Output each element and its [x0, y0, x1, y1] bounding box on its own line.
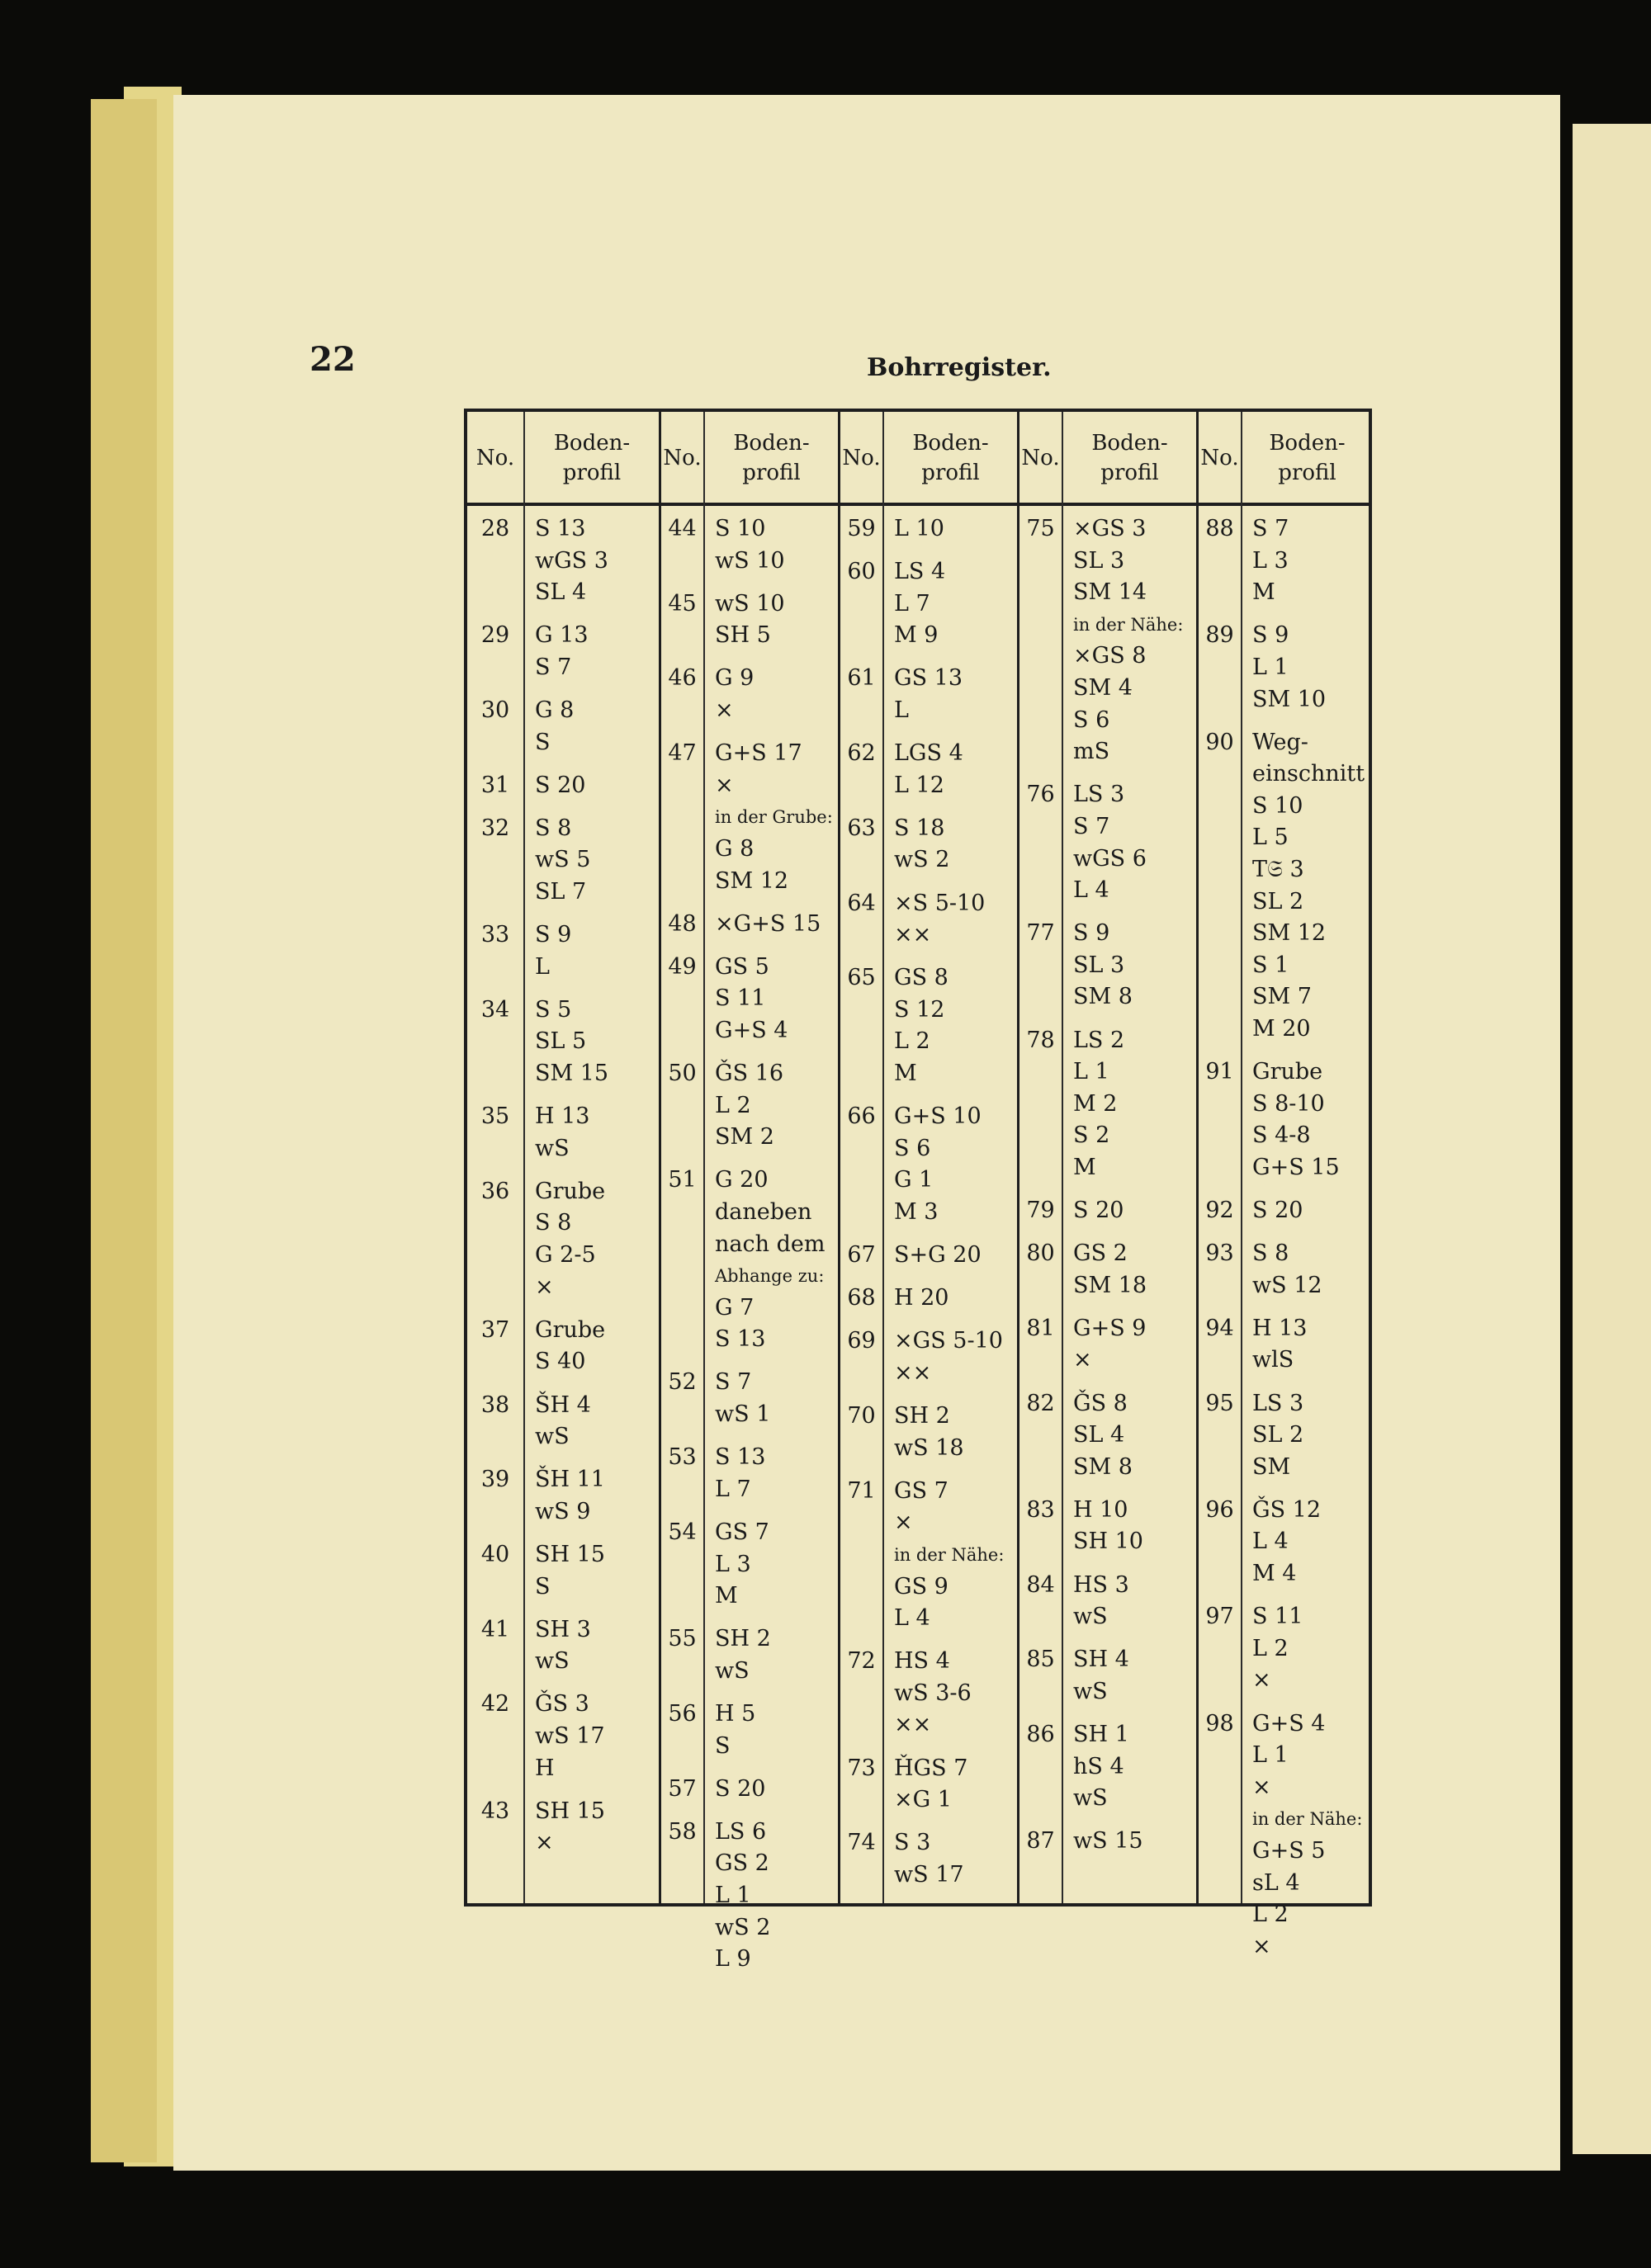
profile-line: SH 1 [1073, 1722, 1129, 1747]
entry-number: 70 [847, 1403, 876, 1429]
group-rule [659, 412, 661, 1903]
page-edges-outer [91, 99, 157, 2162]
entry-number: 41 [480, 1616, 510, 1642]
entry-number: 82 [1026, 1390, 1055, 1416]
profile-line: GS 8 [894, 965, 948, 991]
profile-line: × [715, 772, 734, 798]
entry-number: 44 [668, 516, 697, 541]
profile-line: LS 2 [1073, 1027, 1125, 1053]
profile-line: S 5 [535, 996, 572, 1023]
profile-line: SH 3 [535, 1616, 591, 1642]
entry-number: 28 [480, 516, 510, 541]
entry-number: 47 [668, 740, 697, 767]
entry-number: 42 [480, 1691, 510, 1718]
profile-line: ×G+S 15 [715, 910, 821, 937]
profile-line: G+S 17 [715, 740, 802, 767]
entry-number: 53 [668, 1444, 697, 1471]
profile-line: M [1252, 579, 1275, 606]
profile-line: wS 12 [1252, 1272, 1322, 1298]
profile-line: S 8 [1252, 1240, 1289, 1267]
page-number: 22 [310, 340, 356, 379]
profile-line: hS 4 [1073, 1753, 1124, 1779]
profile-line: H 10 [1073, 1496, 1128, 1523]
profile-line: LS 3 [1252, 1390, 1304, 1416]
profile-line: L 7 [715, 1476, 751, 1502]
profile-line: M 9 [894, 622, 939, 649]
entry-number: 48 [668, 910, 697, 937]
profile-line: × [1252, 1667, 1271, 1694]
entry-number: 60 [847, 559, 876, 585]
profile-line: SM 7 [1252, 984, 1312, 1010]
entry-number: 85 [1026, 1647, 1055, 1673]
profile-line: H 5 [715, 1700, 756, 1727]
profile-line: SH 10 [1073, 1529, 1143, 1555]
profile-line: L [535, 953, 550, 980]
profile-line: ȞGS 7 [894, 1755, 968, 1781]
profile-line: H 13 [1252, 1315, 1308, 1341]
facing-page-edge [1573, 124, 1651, 2154]
profile-line: S 7 [1252, 516, 1289, 541]
profile-line: ×× [894, 1359, 932, 1386]
profile-line: S 12 [894, 996, 945, 1023]
profile-line: S 20 [1252, 1198, 1303, 1224]
profile-line: SH 15 [535, 1541, 605, 1567]
entry-number: 59 [847, 516, 876, 541]
profile-line: einschnitt [1252, 761, 1365, 787]
entry-number: 93 [1205, 1240, 1234, 1267]
column-rule [1241, 412, 1242, 1903]
entry-number: 52 [668, 1369, 697, 1396]
profile-line: G 8 [715, 835, 755, 862]
bohrregister-table [464, 409, 1372, 1973]
profile-line: ǦS 3 [535, 1691, 589, 1718]
entry-number: 77 [1026, 920, 1055, 947]
profile-line: SL 2 [1252, 1422, 1304, 1448]
profile-line: SL 4 [1073, 1422, 1125, 1448]
profile-line: L 1 [1252, 1742, 1289, 1769]
profile-line: SM 12 [715, 867, 789, 894]
profile-line: SM 18 [1073, 1272, 1147, 1298]
profile-line: Grube [1252, 1059, 1323, 1085]
profile-line: S 13 [715, 1444, 766, 1471]
column-rule [882, 412, 884, 1903]
profile-line: S 8 [535, 1210, 572, 1236]
entry-number: 73 [847, 1755, 876, 1781]
profile-line: S 9 [535, 922, 572, 948]
profile-line: L 7 [894, 590, 930, 617]
profile-line: M [1073, 1154, 1096, 1180]
entry-number: 69 [847, 1328, 876, 1354]
entry-number: 79 [1026, 1198, 1055, 1224]
profile-line: S 10 [715, 516, 766, 541]
entry-number: 29 [480, 622, 510, 649]
entry-number: 74 [847, 1830, 876, 1856]
profile-line: S [535, 1573, 551, 1599]
profile-line: L 2 [1252, 1902, 1289, 1928]
profile-line: × [715, 697, 734, 724]
header-no: No. [1200, 445, 1239, 470]
entry-number: 81 [1026, 1315, 1055, 1341]
profile-line: × [535, 1830, 554, 1856]
entry-number: 72 [847, 1648, 876, 1675]
profile-line: ×GS 8 [1073, 643, 1147, 669]
entry-number: 71 [847, 1477, 876, 1504]
entry-number: 40 [480, 1541, 510, 1567]
profile-line: wS 10 [715, 590, 785, 617]
profile-line: wS 1 [715, 1401, 771, 1428]
profile-line: S 7 [715, 1369, 752, 1396]
profile-line: S 20 [1073, 1198, 1124, 1224]
entry-number: 75 [1026, 516, 1055, 541]
profile-line: G+S 15 [1252, 1154, 1340, 1180]
entry-number: 37 [480, 1316, 510, 1343]
profile-line: ×GS 5-10 [894, 1328, 1003, 1354]
profile-line: ×× [894, 1712, 932, 1738]
entry-number: 54 [668, 1519, 697, 1545]
profile-line: L 1 [715, 1882, 751, 1908]
entry-number: 62 [847, 740, 876, 767]
header-no: No. [475, 445, 515, 470]
entry-number: 89 [1205, 622, 1234, 649]
entry-number: 66 [847, 1103, 876, 1130]
profile-line: GS 13 [894, 665, 963, 692]
profile-line: G+S 4 [715, 1017, 788, 1043]
profile-line: H 13 [535, 1103, 590, 1130]
profile-line: GS 7 [715, 1519, 769, 1545]
profile-line: L [894, 697, 909, 724]
profile-line: S [535, 729, 551, 755]
profile-line: L 2 [1252, 1635, 1289, 1661]
profile-line: G 9 [715, 665, 755, 692]
profile-line: L 9 [715, 1946, 751, 1973]
profile-line: S 18 [894, 815, 945, 841]
entry-number: 39 [480, 1467, 510, 1493]
entry-number: 94 [1205, 1315, 1234, 1341]
entry-number: 34 [480, 996, 510, 1023]
profile-line: G+S 9 [1073, 1315, 1147, 1341]
profile-line: wlS [1252, 1347, 1294, 1373]
profile-line: SM 2 [715, 1124, 774, 1151]
profile-line: G 20 [715, 1167, 769, 1193]
header-rule [467, 503, 1369, 506]
profile-line: ŠH 4 [535, 1392, 591, 1418]
entry-number: 67 [847, 1242, 876, 1269]
profile-line: ǦS 12 [1252, 1496, 1322, 1523]
entry-number: 65 [847, 965, 876, 991]
entry-number: 35 [480, 1103, 510, 1130]
profile-line: ×G 1 [894, 1787, 952, 1813]
entry-number: 36 [480, 1178, 510, 1204]
profile-line: ŠH 11 [535, 1467, 605, 1493]
profile-line: SH 15 [535, 1798, 605, 1824]
profile-line: M 3 [894, 1198, 939, 1225]
profile-line: sL 4 [1252, 1869, 1300, 1896]
profile-line: wS 9 [535, 1498, 591, 1524]
profile-line: wS [535, 1424, 570, 1450]
profile-line: in der Grube: [715, 807, 833, 828]
profile-line: LS 4 [894, 559, 946, 585]
profile-line: L 4 [894, 1605, 930, 1632]
entry-number: 51 [668, 1167, 697, 1193]
header-bodenprofil: Boden- profil [912, 430, 989, 485]
profile-line: G 2-5 [535, 1242, 596, 1269]
profile-line: S 7 [1073, 813, 1110, 839]
header-no: No. [1021, 445, 1060, 470]
profile-line: G 8 [535, 697, 575, 724]
column-rule [1062, 412, 1063, 1903]
profile-line: × [1073, 1347, 1092, 1373]
profile-line: × [1252, 1933, 1271, 1959]
profile-line: SL 5 [535, 1028, 587, 1055]
entry-number: 63 [847, 815, 876, 841]
profile-line: wGS 3 [535, 547, 608, 574]
profile-line: SL 7 [535, 879, 587, 905]
profile-line: L 1 [1252, 654, 1289, 680]
profile-line: wS 18 [894, 1434, 964, 1461]
profile-line: GS 9 [894, 1573, 948, 1599]
profile-line: S [715, 1732, 731, 1759]
profile-line: S 4-8 [1252, 1122, 1311, 1149]
profile-line: GS 2 [1073, 1240, 1128, 1267]
profile-line: S 9 [1073, 920, 1110, 947]
profile-line: G+S 4 [1252, 1710, 1326, 1736]
entry-number: 68 [847, 1285, 876, 1311]
profile-line: M 4 [1252, 1561, 1297, 1587]
profile-line: SM 8 [1073, 1453, 1133, 1480]
entry-number: 98 [1205, 1710, 1234, 1736]
profile-line: wS [535, 1135, 570, 1161]
profile-line: L 4 [1252, 1529, 1289, 1555]
group-rule [838, 412, 840, 1903]
profile-line: in der Nähe: [1252, 1809, 1363, 1830]
profile-line: L 5 [1252, 825, 1289, 851]
profile-line: LS 3 [1073, 782, 1125, 808]
entry-number: 49 [668, 953, 697, 980]
profile-line: L 2 [715, 1092, 751, 1118]
profile-line: × [535, 1273, 554, 1300]
entry-number: 50 [668, 1061, 697, 1087]
profile-line: wS [535, 1648, 570, 1675]
profile-line: wS 17 [894, 1861, 964, 1888]
header-no: No. [842, 445, 881, 470]
profile-line: S 11 [715, 985, 766, 1012]
entry-number: 30 [480, 697, 510, 724]
entry-number: 57 [668, 1775, 697, 1802]
running-head: Bohrregister. [867, 353, 1052, 382]
entry-number: 61 [847, 665, 876, 692]
profile-line: GS 5 [715, 953, 769, 980]
profile-line: S 10 [1252, 792, 1303, 819]
entry-number: 56 [668, 1700, 697, 1727]
profile-line: SM 10 [1252, 686, 1327, 712]
profile-line: SM [1252, 1453, 1291, 1480]
profile-line: S 11 [1252, 1604, 1303, 1630]
profile-line: × [894, 1510, 913, 1536]
profile-line: S+G 20 [894, 1242, 982, 1269]
profile-line: L 4 [1073, 877, 1109, 904]
profile-line: wS 3-6 [894, 1680, 972, 1706]
profile-line: ǦS 8 [1073, 1390, 1128, 1416]
profile-line: S 13 [715, 1326, 766, 1353]
entry-number: 32 [480, 815, 510, 841]
profile-line: G 1 [894, 1167, 934, 1193]
profile-line: ×× [894, 922, 932, 948]
profile-line: LS 6 [715, 1818, 767, 1845]
profile-line: GS 7 [894, 1477, 948, 1504]
profile-line: wS 10 [715, 547, 785, 574]
profile-line: SL 4 [535, 579, 587, 606]
entry-number: 87 [1026, 1828, 1055, 1855]
profile-line: M 2 [1073, 1090, 1118, 1117]
entry-number: 95 [1205, 1390, 1234, 1416]
profile-line: L 1 [1073, 1059, 1109, 1085]
header-no: No. [663, 445, 702, 470]
profile-line: LGS 4 [894, 740, 963, 767]
profile-line: SH 4 [1073, 1647, 1129, 1673]
profile-line: HS 3 [1073, 1571, 1129, 1598]
profile-line: wS 2 [894, 847, 950, 873]
profile-line: G 7 [715, 1294, 755, 1321]
profile-line: wS [1073, 1604, 1108, 1630]
entry-number: 38 [480, 1392, 510, 1418]
profile-line: wS [715, 1657, 750, 1684]
header-bodenprofil: Boden- profil [1269, 430, 1346, 485]
profile-line: SM 12 [1252, 920, 1327, 947]
entry-number: 88 [1205, 516, 1234, 541]
profile-line: SH 2 [715, 1626, 771, 1652]
profile-line: S 8 [535, 815, 572, 841]
profile-line: nach dem [715, 1231, 826, 1257]
profile-line: T𝔖 3 [1252, 857, 1304, 883]
profile-line: SH 2 [894, 1403, 950, 1429]
profile-line: M [894, 1061, 917, 1087]
profile-line: S 20 [715, 1775, 766, 1802]
entry-number: 46 [668, 665, 697, 692]
column-rule [523, 412, 525, 1903]
profile-line: S 2 [1073, 1122, 1110, 1149]
profile-line: wS 5 [535, 847, 591, 873]
profile-line: M [715, 1583, 738, 1609]
profile-line: M 20 [1252, 1016, 1311, 1042]
entry-number: 97 [1205, 1604, 1234, 1630]
profile-line: SM 14 [1073, 579, 1147, 606]
profile-line: S 1 [1252, 952, 1289, 978]
profile-line: L 12 [894, 772, 944, 798]
profile-line: S 13 [535, 516, 586, 541]
profile-line: daneben [715, 1198, 812, 1225]
profile-line: S 40 [535, 1349, 586, 1375]
profile-line: SM 4 [1073, 675, 1133, 701]
entry-number: 78 [1026, 1027, 1055, 1053]
header-bodenprofil: Boden- profil [553, 430, 631, 485]
entry-number: 55 [668, 1626, 697, 1652]
column-rule [703, 412, 705, 1903]
entry-number: 80 [1026, 1240, 1055, 1267]
entry-number: 58 [668, 1818, 697, 1845]
header-bodenprofil: Boden- profil [1091, 430, 1168, 485]
profile-line: mS [1073, 739, 1110, 765]
profile-line: Abhange zu: [715, 1266, 825, 1287]
profile-line: S 6 [894, 1135, 931, 1161]
header-bodenprofil: Boden- profil [733, 430, 810, 485]
profile-line: × [1252, 1774, 1271, 1800]
profile-line: S 7 [535, 654, 572, 680]
profile-line: SM 15 [535, 1061, 609, 1087]
profile-line: G 13 [535, 622, 589, 649]
profile-line: S 9 [1252, 622, 1289, 649]
profile-line: S 6 [1073, 706, 1110, 733]
entry-number: 83 [1026, 1496, 1055, 1523]
profile-line: wS 2 [715, 1914, 771, 1940]
profile-line: SL 3 [1073, 547, 1125, 574]
profile-line: HS 4 [894, 1648, 950, 1675]
profile-line: S 3 [894, 1830, 931, 1856]
entry-number: 76 [1026, 782, 1055, 808]
profile-line: wS 17 [535, 1722, 605, 1749]
entry-number: 31 [480, 772, 510, 798]
profile-line: L 10 [894, 516, 944, 541]
entry-number: 86 [1026, 1722, 1055, 1747]
profile-line: H [535, 1755, 555, 1781]
entry-number: 96 [1205, 1496, 1234, 1523]
profile-line: ǦS 16 [715, 1061, 784, 1087]
profile-line: ×S 5-10 [894, 890, 986, 916]
entry-number: 64 [847, 890, 876, 916]
profile-line: wS 15 [1073, 1828, 1143, 1855]
profile-line: wS [1073, 1785, 1108, 1812]
entry-number: 90 [1205, 729, 1234, 755]
profile-line: GS 2 [715, 1850, 769, 1877]
profile-line: wGS 6 [1073, 845, 1147, 872]
profile-line: S 20 [535, 772, 586, 798]
group-rule [1017, 412, 1019, 1903]
profile-line: L 3 [1252, 547, 1289, 574]
profile-line: in der Nähe: [1073, 614, 1184, 635]
entry-number: 91 [1205, 1059, 1234, 1085]
profile-line: L 3 [715, 1551, 751, 1577]
profile-line: ×GS 3 [1073, 516, 1147, 541]
profile-line: Grube [535, 1316, 606, 1343]
profile-line: SL 2 [1252, 888, 1304, 914]
profile-line: SL 3 [1073, 952, 1125, 978]
profile-line: SM 8 [1073, 984, 1133, 1010]
entry-number: 92 [1205, 1198, 1234, 1224]
profile-line: SH 5 [715, 622, 771, 649]
entry-number: 33 [480, 922, 510, 948]
profile-line: Grube [535, 1178, 606, 1204]
entry-number: 43 [480, 1798, 510, 1824]
profile-line: S 8-10 [1252, 1090, 1325, 1117]
profile-line: G+S 5 [1252, 1837, 1326, 1864]
profile-line: L 2 [894, 1028, 930, 1055]
profile-line: H 20 [894, 1285, 949, 1311]
profile-line: G+S 10 [894, 1103, 982, 1130]
profile-line: in der Nähe: [894, 1544, 1005, 1565]
entry-number: 45 [668, 590, 697, 617]
profile-line: Weg- [1252, 729, 1308, 755]
profile-line: wS [1073, 1678, 1108, 1704]
entry-number: 84 [1026, 1571, 1055, 1598]
